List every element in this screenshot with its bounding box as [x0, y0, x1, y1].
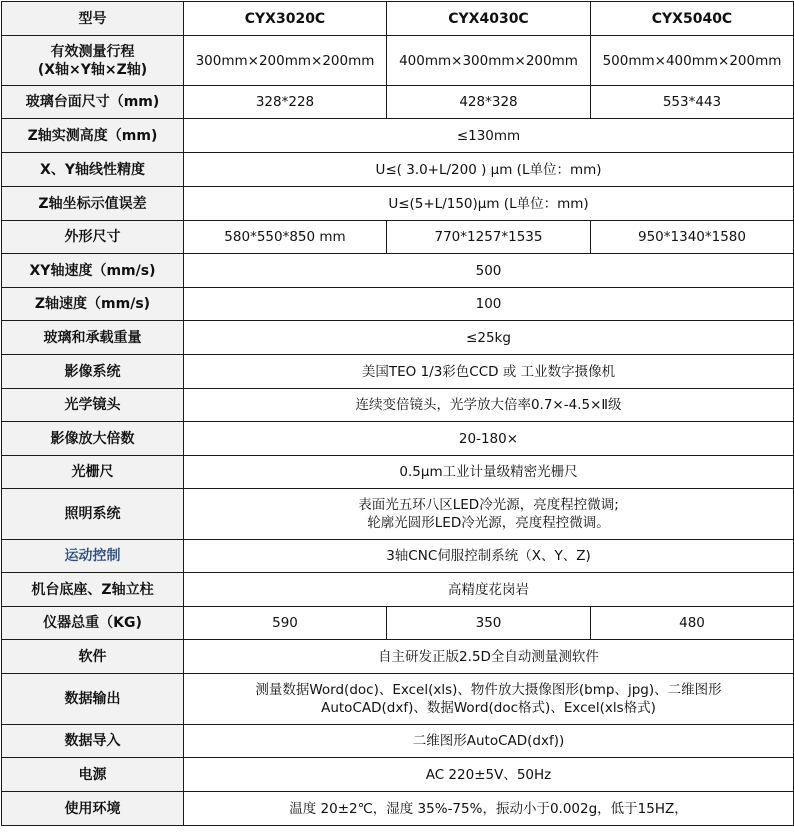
spec-label-line: 数据导入 [64, 733, 121, 749]
spec-label-line: 影像系统 [64, 363, 121, 380]
shared-value [184, 389, 794, 422]
spec-label-line: 电源 [78, 766, 107, 783]
spec-label [2, 758, 184, 792]
model-header: CYX3020C [184, 2, 387, 36]
model-value: 770*1257*1535 [387, 221, 591, 254]
shared-value-line: 连续变倍镜头，光学放大倍率0.7×-4.5×Ⅱ级 [355, 397, 622, 413]
spec-label [2, 573, 184, 607]
spec-label-line: 照明系统 [64, 506, 121, 522]
spec-row [2, 355, 794, 389]
model-header: CYX4030C [387, 2, 591, 36]
spec-row [2, 422, 794, 456]
spec-row [2, 573, 794, 607]
spec-label [2, 422, 184, 456]
shared-value [184, 674, 794, 725]
spec-label-line: 运动控制 [64, 548, 121, 564]
spec-row [2, 153, 794, 187]
spec-label [2, 355, 184, 389]
spec-label [2, 725, 184, 758]
shared-value [184, 489, 794, 540]
model-value: 428*328 [387, 86, 591, 119]
spec-label [2, 674, 184, 725]
model-value: 590 [184, 607, 387, 640]
spec-row [2, 221, 794, 254]
shared-value-line: 二维图形AutoCAD(dxf)) [412, 733, 565, 749]
spec-row [2, 607, 794, 640]
model-value: 400mm×300mm×200mm [387, 36, 591, 86]
spec-label [2, 389, 184, 422]
shared-value [184, 187, 794, 221]
spec-label-line: 机台底座、Z轴立柱 [31, 581, 154, 598]
spec-label [2, 321, 184, 355]
spec-row [2, 674, 794, 725]
model-value: 500mm×400mm×200mm [591, 36, 794, 86]
shared-value [184, 153, 794, 187]
spec-label [2, 489, 184, 540]
spec-row [2, 389, 794, 422]
shared-value-line: 美国TEO 1/3彩色CCD 或 工业数字摄像机 [361, 363, 616, 380]
shared-value [184, 456, 794, 489]
spec-label [2, 254, 184, 288]
shared-value-line: AC 220±5V、50Hz [425, 766, 552, 783]
spec-row [2, 254, 794, 288]
shared-value [184, 640, 794, 674]
shared-value-line: 测量数据Word(doc)、Excel(xls)、物件放大摄像图形(bmp、jpg)、二维图形 [255, 682, 722, 698]
model-value: 553*443 [591, 86, 794, 119]
spec-row [2, 321, 794, 355]
spec-label [2, 86, 184, 119]
spec-row [2, 489, 794, 540]
spec-row [2, 725, 794, 758]
spec-label-line: 仪器总重（KG) [43, 615, 142, 631]
spec-row [2, 288, 794, 321]
shared-value-line: 0.5μm工业计量级精密光栅尺 [399, 464, 578, 480]
header-row [2, 2, 794, 36]
spec-label-line: 玻璃台面尺寸（mm) [25, 94, 160, 110]
spec-row [2, 119, 794, 153]
spec-row [2, 640, 794, 674]
spec-label-line: 光学镜头 [64, 397, 121, 413]
model-value: 580*550*850 mm [184, 221, 387, 254]
shared-value-line: 20-180× [458, 430, 519, 447]
model-value: 950*1340*1580 [591, 221, 794, 254]
spec-row [2, 86, 794, 119]
spec-label-line: 影像放大倍数 [50, 430, 135, 447]
spec-row [2, 758, 794, 792]
spec-label-line: X、Y轴线性精度 [40, 161, 145, 178]
spec-label [2, 640, 184, 674]
shared-value [184, 119, 794, 153]
spec-label-line: 使用环境 [64, 800, 121, 817]
spec-label [2, 540, 184, 573]
shared-value [184, 422, 794, 456]
shared-value-line: 500 [475, 262, 502, 279]
spec-row [2, 187, 794, 221]
spec-label-line: 光栅尺 [71, 464, 114, 480]
spec-label-line: 外形尺寸 [64, 229, 121, 245]
spec-label [2, 607, 184, 640]
shared-value-line: 3轴CNC伺服控制系统（X、Y、Z) [386, 548, 591, 564]
spec-label [2, 36, 184, 86]
spec-row [2, 36, 794, 86]
model-value: 300mm×200mm×200mm [184, 36, 387, 86]
spec-row [2, 540, 794, 573]
shared-value [184, 540, 794, 573]
shared-value-line: ≤130mm [456, 127, 521, 144]
spec-label-line: Z轴速度（mm/s) [34, 296, 151, 312]
spec-label-line: 软件 [78, 648, 107, 665]
shared-value [184, 254, 794, 288]
spec-label-line: Z轴实测高度（mm) [27, 127, 158, 144]
model-header: CYX5040C [591, 2, 794, 36]
model-value: 350 [387, 607, 591, 640]
spec-label [2, 456, 184, 489]
spec-label-line: 数据输出 [64, 691, 121, 707]
shared-value-line: 轮廓光圆形LED冷光源，亮度程控微调。 [367, 515, 610, 531]
spec-label-line: Z轴坐标示值误差 [38, 195, 147, 212]
spec-label-line: XY轴速度（mm/s) [29, 262, 156, 279]
spec-label [2, 792, 184, 826]
shared-value [184, 573, 794, 607]
shared-value [184, 758, 794, 792]
spec-label [2, 288, 184, 321]
shared-value-line: ≤25kg [466, 329, 511, 346]
spec-label [2, 153, 184, 187]
shared-value-line: U≤(5+L/150)μm (L单位：mm) [388, 195, 589, 212]
shared-value [184, 792, 794, 826]
shared-value-line: U≤( 3.0+L/200 ) μm (L单位：mm) [375, 161, 602, 178]
spec-table [1, 1, 794, 826]
shared-value-line: 温度 20±2℃，湿度 35%-75%，振动小于0.002g，低于15HZ， [289, 800, 688, 817]
shared-value [184, 288, 794, 321]
spec-label [2, 119, 184, 153]
shared-value-line: 100 [475, 296, 502, 312]
shared-value-line: 表面光五环八区LED冷光源，亮度程控微调; [358, 497, 619, 513]
shared-value [184, 355, 794, 389]
shared-value-line: 高精度花岗岩 [448, 581, 529, 598]
spec-label [2, 221, 184, 254]
spec-row [2, 792, 794, 826]
spec-label-line: 有效测量行程 [50, 43, 135, 60]
shared-value-line: AutoCAD(dxf)、数据Word(doc格式)、Excel(xls格式) [321, 700, 656, 716]
spec-label-line: 玻璃和承载重量 [43, 329, 142, 346]
model-value: 480 [591, 607, 794, 640]
spec-row [2, 456, 794, 489]
spec-label [2, 187, 184, 221]
spec-label-line: (X轴×Y轴×Z轴) [37, 61, 148, 78]
shared-value [184, 321, 794, 355]
shared-value-line: 自主研发正版2.5D全自动测量测软件 [378, 648, 599, 665]
header-label: 型号 [2, 2, 184, 36]
shared-value [184, 725, 794, 758]
model-value: 328*228 [184, 86, 387, 119]
